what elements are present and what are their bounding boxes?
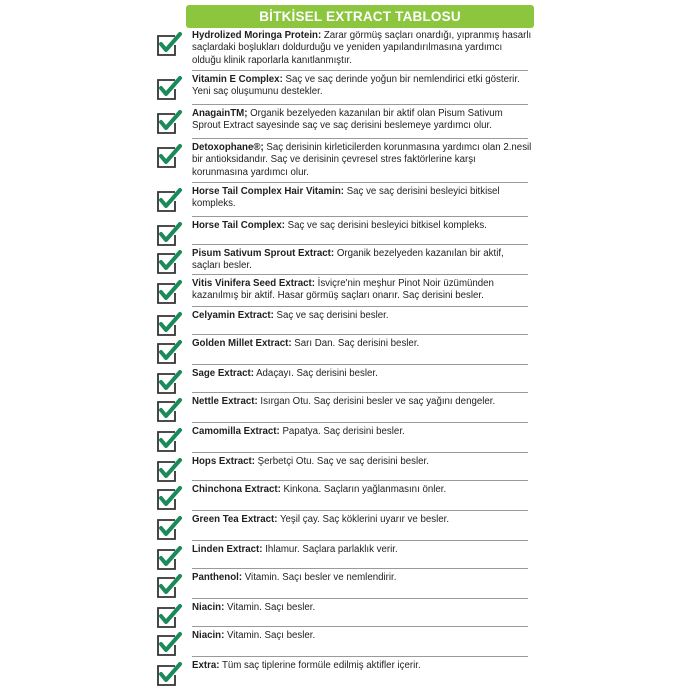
checkmark-box-icon [155, 250, 183, 276]
divider [192, 138, 528, 139]
item-description: Yeşil çay. Saç köklerini uyarır ve besler. [277, 514, 450, 525]
item-description: Zarar görmüş saçları onardığı, yıpranmış hasarlı saçlardaki boşlukları doldurduğu ve yeniden yapılandırılmasına yardımcı olduğu klinik raporlarla kanıtlanmıştır. [192, 30, 532, 66]
item-name: Horse Tail Complex Hair Vitamin: [192, 186, 344, 197]
divider [192, 244, 528, 245]
item-text [192, 514, 532, 526]
item-name: Niacin: [192, 630, 225, 641]
divider [192, 182, 528, 183]
item-description: Isırgan Otu. Saç derisini besler ve saç yağını dengeler. [257, 396, 496, 407]
divider [192, 452, 528, 453]
item-name: Green Tea Extract: [192, 514, 278, 525]
checkmark-box-icon [155, 516, 183, 542]
divider [192, 216, 528, 217]
item-description: Saç ve saç derisini besleyici bitkisel kompleks. [192, 186, 500, 210]
item-description: Saç ve saç derisini besler. [273, 310, 389, 321]
item-description: Adaçayı. Saç derisini besler. [253, 368, 378, 379]
item-description: Organik bezelyeden kazanılan bir aktif, saçları besler. [192, 248, 504, 272]
checkmark-box-icon [155, 188, 183, 214]
item-description: Vitamin. Saçı besler. [224, 630, 316, 641]
divider [192, 422, 528, 423]
divider [192, 598, 528, 599]
divider [192, 274, 528, 275]
item-description: Tüm saç tiplerine formüle edilmiş aktifler içerir. [219, 660, 421, 671]
item-description: İsviçre'nin meşhur Pinot Noir üzümünden kazanılmış bir aktif. Hasar görmüş saçları onarır. Saç derisini besler. [192, 278, 494, 302]
item-name: Linden Extract: [192, 544, 263, 555]
divider [192, 306, 528, 307]
divider [192, 104, 528, 105]
checkmark-box-icon [155, 428, 183, 454]
checkmark-box-icon [155, 486, 183, 512]
checkmark-box-icon [155, 574, 183, 600]
item-text [192, 456, 532, 468]
item-description: Ihlamur. Saçlara parlaklık verir. [262, 544, 398, 555]
checkmark-box-icon [155, 76, 183, 102]
checkmark-box-icon [155, 32, 183, 58]
item-description: Saç ve saç derisini besleyici bitkisel kompleks. [284, 220, 487, 231]
item-text [192, 278, 532, 303]
item-text [192, 108, 532, 133]
checkmark-box-icon [155, 632, 183, 658]
item-description: Sarı Dan. Saç derisini besler. [291, 338, 420, 349]
divider [192, 568, 528, 569]
item-name: AnagainTM; [192, 108, 248, 119]
item-name: Camomilla Extract: [192, 426, 280, 437]
item-text [192, 544, 532, 556]
item-name: Vitis Vinifera Seed Extract: [192, 278, 315, 289]
item-text [192, 220, 532, 232]
checkmark-box-icon [155, 398, 183, 424]
divider [192, 334, 528, 335]
divider [192, 392, 528, 393]
item-name: Horse Tail Complex: [192, 220, 285, 231]
item-name: Nettle Extract: [192, 396, 258, 407]
checkmark-box-icon [155, 110, 183, 136]
item-description: Saç ve saç derinde yoğun bir nemlendirici etki gösterir. Yeni saç oluşumunu destekler. [192, 74, 520, 98]
item-text [192, 368, 532, 380]
item-name: Vitamin E Complex: [192, 74, 283, 85]
checkmark-box-icon [155, 280, 183, 306]
item-name: Pisum Sativum Sprout Extract: [192, 248, 335, 259]
item-name: Sage Extract: [192, 368, 254, 379]
table-header [186, 5, 534, 28]
checkmark-box-icon [155, 340, 183, 366]
divider [192, 364, 528, 365]
item-text [192, 630, 532, 642]
item-name: Golden Millet Extract: [192, 338, 292, 349]
item-text [192, 142, 532, 179]
checkmark-box-icon [155, 222, 183, 248]
item-name: Extra: [192, 660, 220, 671]
item-text [192, 396, 532, 408]
item-text [192, 248, 532, 273]
item-description: Kinkona. Saçların yağlanmasını önler. [280, 484, 447, 495]
checkmark-box-icon [155, 604, 183, 630]
checkmark-box-icon [155, 662, 183, 688]
item-text [192, 572, 532, 584]
item-description: Vitamin. Saçı besler ve nemlendirir. [242, 572, 397, 583]
checkmark-box-icon [155, 312, 183, 338]
item-text [192, 186, 532, 211]
item-text [192, 426, 532, 438]
item-name: Panthenol: [192, 572, 243, 583]
checkmark-box-icon [155, 370, 183, 396]
item-name: Detoxophane®; [192, 142, 264, 153]
divider [192, 656, 528, 657]
item-text [192, 660, 532, 672]
checkmark-box-icon [155, 458, 183, 484]
item-description: Papatya. Saç derisini besler. [279, 426, 405, 437]
item-name: Hydrolized Moringa Protein: [192, 30, 322, 41]
divider [192, 510, 528, 511]
item-text [192, 310, 532, 322]
item-text [192, 338, 532, 350]
item-text [192, 484, 532, 496]
item-text [192, 602, 532, 614]
item-name: Chinchona Extract: [192, 484, 281, 495]
item-text [192, 30, 532, 67]
item-description: Organik bezelyeden kazanılan bir aktif olan Pisum Sativum Sprout Extract sayesinde saç ve saç derisini beslemeye yardımcı olur. [192, 108, 503, 132]
item-text [192, 74, 532, 99]
item-description: Şerbetçi Otu. Saç ve saç derisini besler. [254, 456, 429, 467]
divider [192, 480, 528, 481]
checkmark-box-icon [155, 546, 183, 572]
item-description: Saç derisinin kirleticilerden korunmasına yardımcı olan 2.nesil bir antioksidandır. Saç ve derisinin çevresel stres faktörlerine karşı korunmasına yardımcı olur. [192, 142, 532, 178]
checkmark-box-icon [155, 144, 183, 170]
item-name: Celyamin Extract: [192, 310, 274, 321]
item-name: Niacin: [192, 602, 225, 613]
divider [192, 626, 528, 627]
item-name: Hops Extract: [192, 456, 255, 467]
item-description: Vitamin. Saçı besler. [224, 602, 316, 613]
table-title: BİTKİSEL EXTRACT TABLOSU [259, 9, 461, 24]
divider [192, 70, 528, 71]
divider [192, 540, 528, 541]
